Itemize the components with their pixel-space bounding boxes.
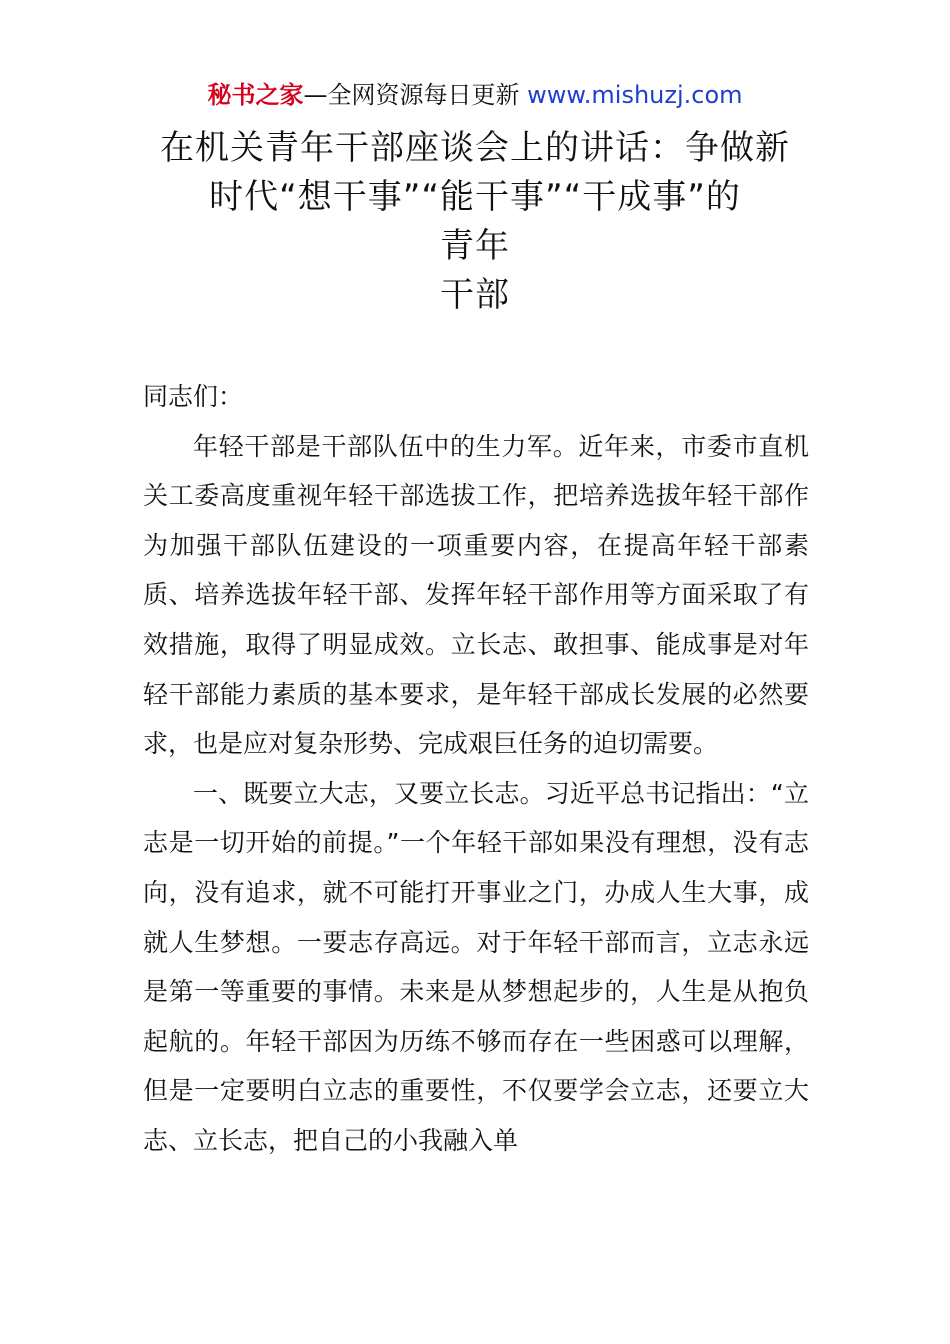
title-line: 干部 bbox=[440, 275, 510, 315]
site-tagline: —全网资源每日更新 bbox=[303, 81, 528, 109]
document-title bbox=[140, 124, 810, 320]
document-body bbox=[143, 372, 809, 1166]
title-line: 在机关青年干部座谈会上的讲话：争做新 bbox=[160, 128, 790, 168]
site-header bbox=[0, 78, 950, 112]
body-paragraph: 一、既要立大志，又要立长志。习近平总书记指出：“立志是一切开始的前提。”一个年轻干部如果没有理想，没有志向，没有追求，就不可能打开事业之门，办成人生大事，成就人生梦想。一要志存高远。对于年轻干部而言，立志永远是第一等重要的事情。未来是从梦想起步的，人生是从抱负起航的。年轻干部因为历练不够而存在一些困惑可以理解，但是一定要明白立志的重要性，不仅要学会立志，还要立大志、立长志，把自己的小我融入单 bbox=[143, 778, 809, 1155]
site-url-link[interactable]: www.mishuzj.com bbox=[527, 81, 743, 109]
title-line: 青年 bbox=[440, 226, 510, 266]
site-brand: 秘书之家 bbox=[207, 81, 304, 109]
salutation: 同志们： bbox=[143, 382, 244, 411]
title-line: 时代“想干事”“能干事”“干成事”的 bbox=[209, 177, 741, 217]
body-paragraph: 年轻干部是干部队伍中的生力军。近年来，市委市直机关工委高度重视年轻干部选拔工作，把培养选拔年轻干部作为加强干部队伍建设的一项重要内容，在提高年轻干部素质、培养选拔年轻干部、发挥年轻干部作用等方面采取了有效措施，取得了明显成效。立长志、敢担事、能成事是对年轻干部能力素质的基本要求，是年轻干部成长发展的必然要求，也是应对复杂形势、完成艰巨任务的迫切需要。 bbox=[143, 431, 809, 759]
